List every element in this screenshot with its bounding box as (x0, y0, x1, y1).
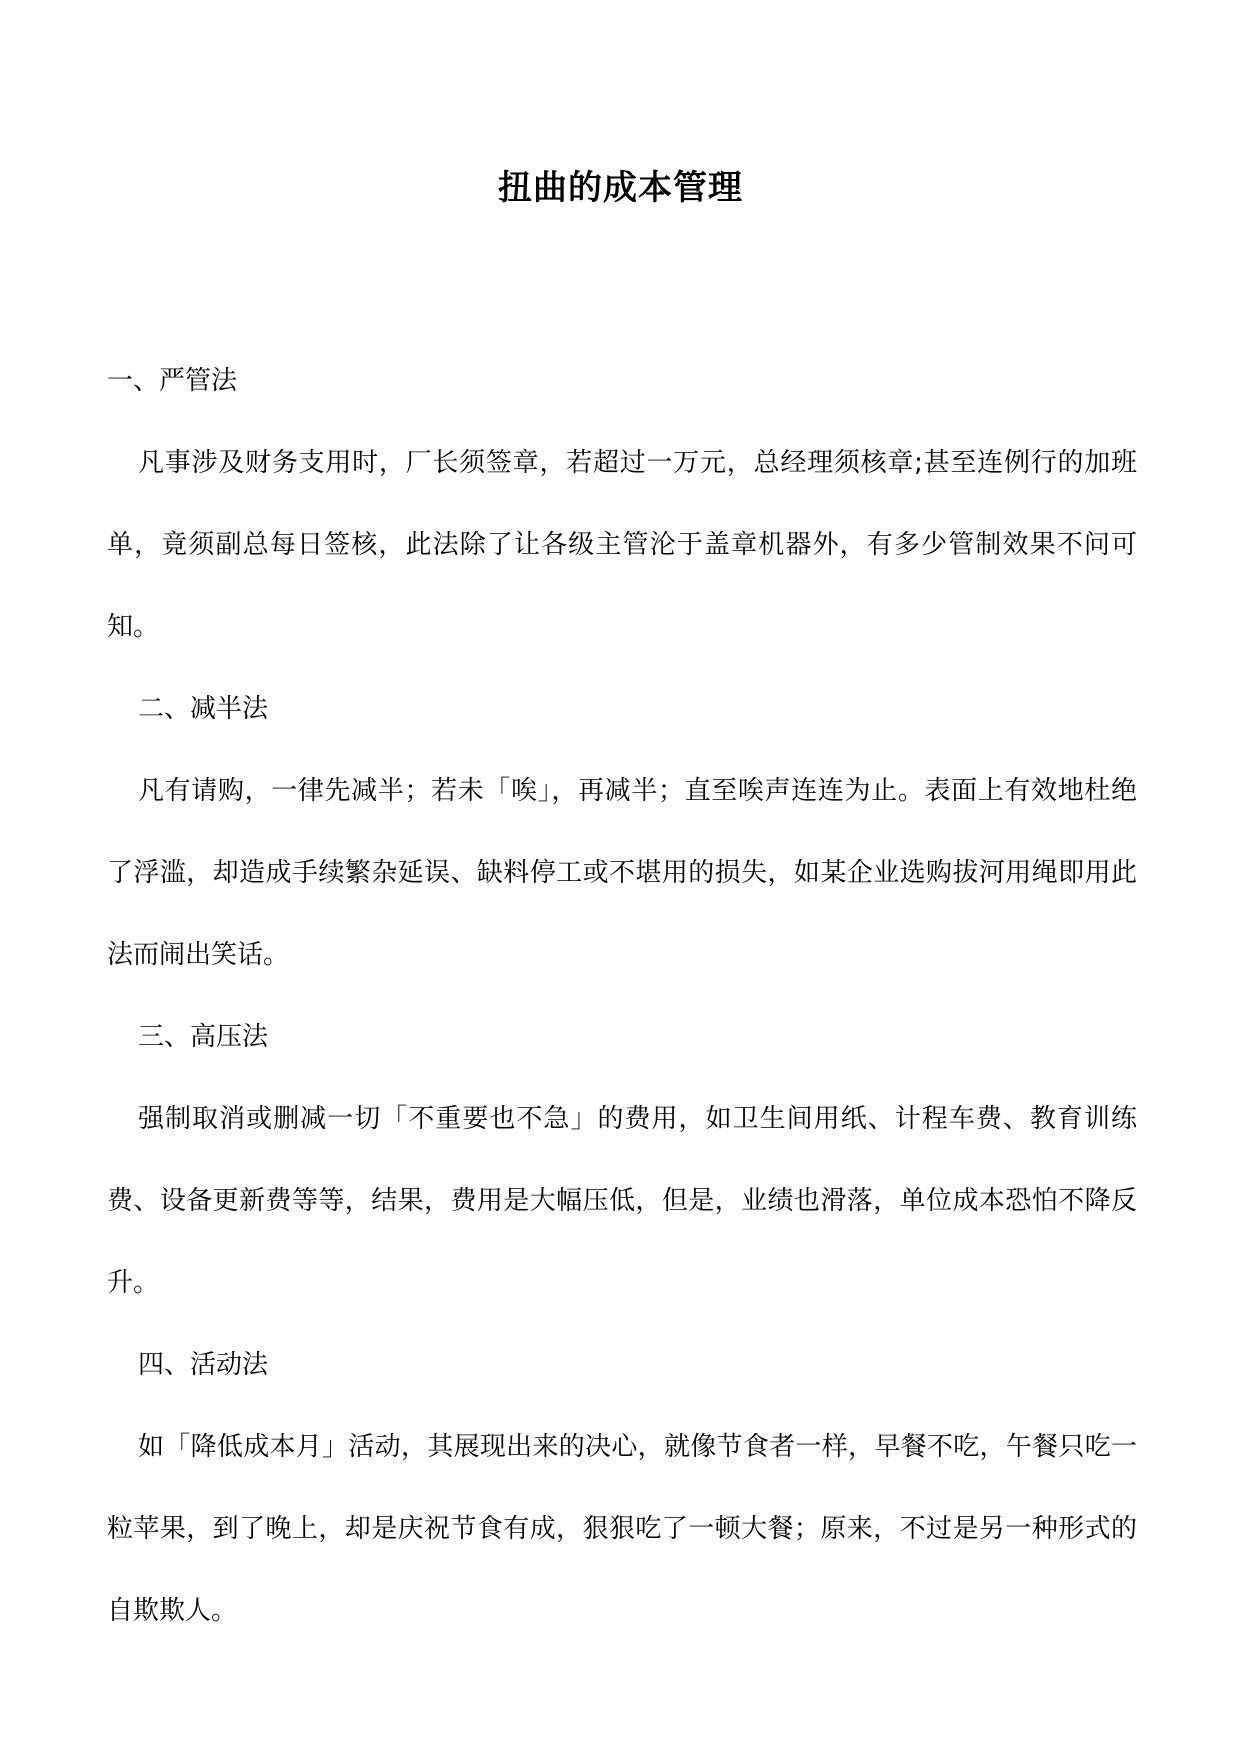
section-1 (107, 340, 1137, 668)
section-2 (107, 668, 1137, 996)
document-body (107, 340, 1137, 1652)
section-paragraph: 强制取消或删减一切「不重要也不急」的费用，如卫生间用纸、计程车费、教育训练费、设备更新费等等，结果，费用是大幅压低，但是，业绩也滑落，单位成本恐怕不降反升。 (107, 1104, 1137, 1298)
section-paragraph: 如「降低成本月」活动，其展现出来的决心，就像节食者一样，早餐不吃，午餐只吃一粒苹果，到了晚上，却是庆祝节食有成，狠狠吃了一顿大餐；原来，不过是另一种形式的自欺欺人。 (107, 1432, 1137, 1626)
section-paragraph: 凡有请购，一律先减半；若未「唉」，再减半；直至唉声连连为止。表面上有效地杜绝了浮滥，却造成手续繁杂延误、缺料停工或不堪用的损失，如某企业选购拔河用绳即用此法而闹出笑话。 (107, 776, 1137, 970)
section-heading: 三、高压法 (138, 1022, 269, 1052)
section-3 (107, 996, 1137, 1324)
section-heading: 一、严管法 (107, 366, 238, 396)
section-heading: 四、活动法 (138, 1350, 269, 1380)
section-paragraph: 凡事涉及财务支用时，厂长须签章，若超过一万元，总经理须核章;甚至连例行的加班单，竟须副总每日签核，此法除了让各级主管沦于盖章机器外，有多少管制效果不问可知。 (107, 448, 1137, 642)
section-heading: 二、减半法 (138, 694, 269, 724)
document-title: 扭曲的成本管理 (498, 168, 743, 208)
section-4 (107, 1324, 1137, 1652)
